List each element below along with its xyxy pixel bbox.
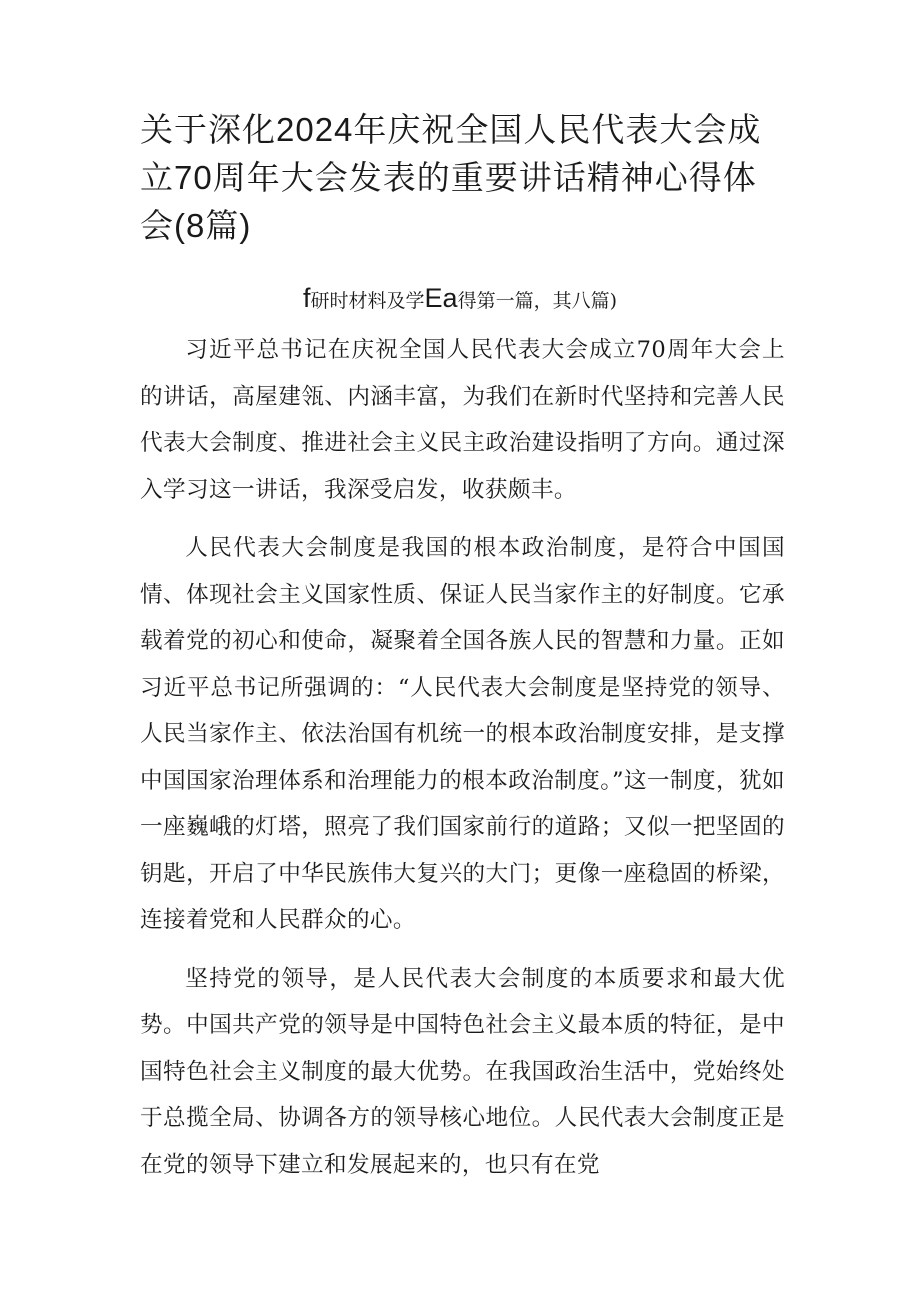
subtitle-prefix: f (303, 283, 311, 313)
paragraph-1: 习近平总书记在庆祝全国人民代表大会成立70周年大会上的讲话，高屋建瓴、内涵丰富，为我们在新时代坚持和完善人民代表大会制度、推进社会主义民主政治建设指明了方向。通过深入学习这一讲话，我深受启发，收获颇丰。 (140, 337, 785, 503)
paragraph-2: 人民代表大会制度是我国的根本政治制度，是符合中国国情、体现社会主义国家性质、保证人民当家作主的好制度。它承载着党的初心和使命，凝聚着全国各族人民的智慧和力量。正如习近平总书记所强调的：“人民代表大会制度是坚持党的领导、人民当家作主、依法治国有机统一的根本政治制度安排，是支撑中国国家治理体系和治理能力的根本政治制度。”这一制度，犹如一座巍峨的灯塔，照亮了我们国家前行的道路；又似一把坚固的钥匙，开启了中华民族伟大复兴的大门；更像一座稳固的桥梁，连接着党和人民群众的心。 (140, 535, 785, 933)
subtitle-part-1: 研时材料及学 (310, 290, 425, 312)
document-body (140, 327, 785, 1200)
document-title: 关于深化2024年庆祝全国人民代表大会成立70周年大会发表的重要讲话精神心得体会(8篇) (140, 111, 762, 244)
subtitle-big-text: Ea (424, 283, 458, 313)
paragraph-3: 坚持党的领导，是人民代表大会制度的本质要求和最大优势。中国共产党的领导是中国特色社会主义最本质的特征，是中国特色社会主义制度的最大优势。在我国政治生活中，党始终处于总揽全局、协调各方的领导核心地位。人民代表大会制度正是在党的领导下建立和发展起来的，也只有在党 (140, 965, 785, 1178)
subtitle-part-2: 得第一篇，其八篇) (457, 290, 617, 312)
document-subtitle (140, 283, 780, 316)
